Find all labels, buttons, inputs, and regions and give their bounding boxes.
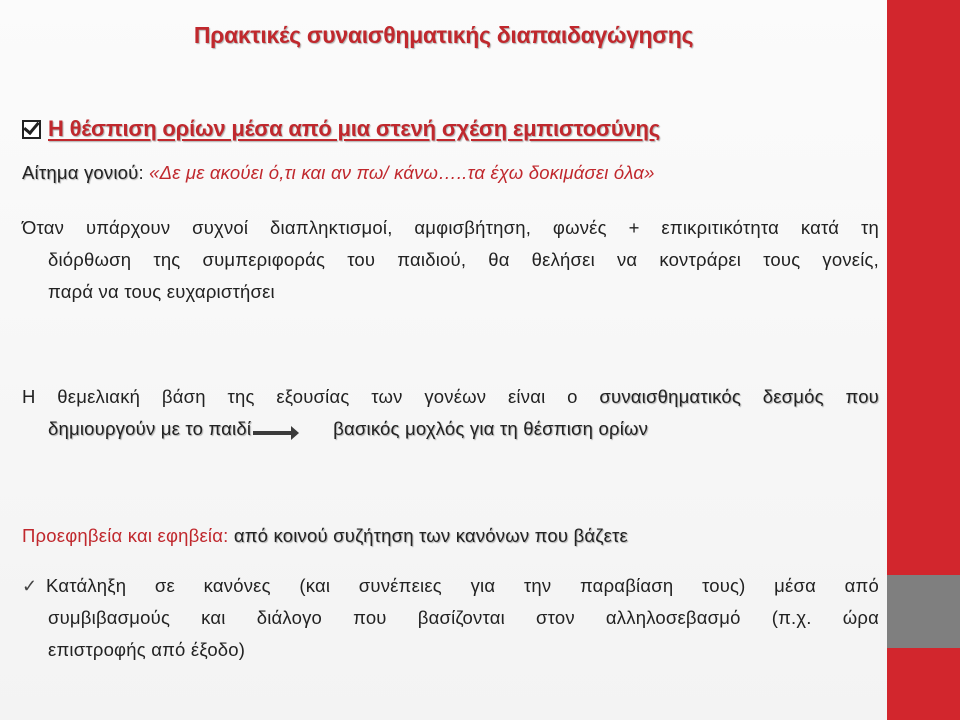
paragraph-line: [22, 570, 879, 602]
arrow-right-icon: [253, 431, 293, 435]
paragraph-line: συμβιβασμούς και διάλογο που βασίζονται στον αλληλοσεβασμό (π.χ. ώρα: [48, 607, 879, 628]
checkbox-icon: [22, 120, 41, 139]
section-heading: Η θέσπιση ορίων μέσα από μια στενή σχέση εμπιστοσύνης: [48, 116, 660, 141]
paragraph-line: διόρθωση της συμπεριφοράς του παιδιού, θα θελήσει να κοντράρει τους γονείς,: [48, 249, 879, 270]
request-colon: :: [138, 162, 150, 183]
emotional-bond-text: συναισθηματικός δεσμός που: [599, 386, 879, 407]
paragraph-line: [22, 413, 879, 445]
paragraph-line: Όταν υπάρχουν συχνοί διαπληκτισμοί, αμφισβήτηση, φωνές + επικριτικότητα κατά τη: [22, 217, 879, 238]
paragraph-line: παρά να τους ευχαριστήσει: [48, 281, 275, 302]
paragraph-line: [22, 381, 879, 413]
sidebar-red-bottom: [887, 648, 960, 720]
bullet-item: [22, 570, 879, 666]
adolescence-label: Προεφηβεία και εφηβεία: [22, 525, 224, 546]
paragraph-foundation: [22, 381, 879, 445]
with-child-text: δημιουργούν με το παιδί: [48, 418, 252, 439]
paragraph-line: επιστροφής από έξοδο): [48, 639, 246, 660]
slide-title: Πρακτικές συναισθηματικής διαπαιδαγώγησης: [193, 22, 694, 48]
adolescence-colon: :: [223, 525, 234, 546]
heading-row: [22, 116, 660, 142]
request-quote: «Δε με ακούει ό,τι και αν πω/ κάνω…..τα έχω δοκιμάσει όλα»: [149, 162, 655, 183]
lever-text: βασικός μοχλός για τη θέσπιση ορίων: [333, 418, 649, 439]
checkmark-icon: ✓: [22, 576, 38, 596]
adolescence-text: από κοινού συζήτηση των κανόνων που βάζετε: [233, 525, 628, 546]
request-label: Αίτημα γονιού: [22, 162, 139, 183]
sidebar-red-top: [887, 0, 960, 575]
adolescence-line: [22, 520, 879, 552]
paragraph-conflict: [22, 212, 879, 308]
foundation-text: Η θεμελιακή βάση της εξουσίας των γονέων είναι ο: [22, 386, 578, 407]
parent-request: [22, 157, 879, 189]
sidebar-gray-block: [887, 575, 960, 648]
bullet-line: Κατάληξη σε κανόνες (και συνέπειες για την παραβίαση τους) μέσα από: [46, 575, 879, 596]
